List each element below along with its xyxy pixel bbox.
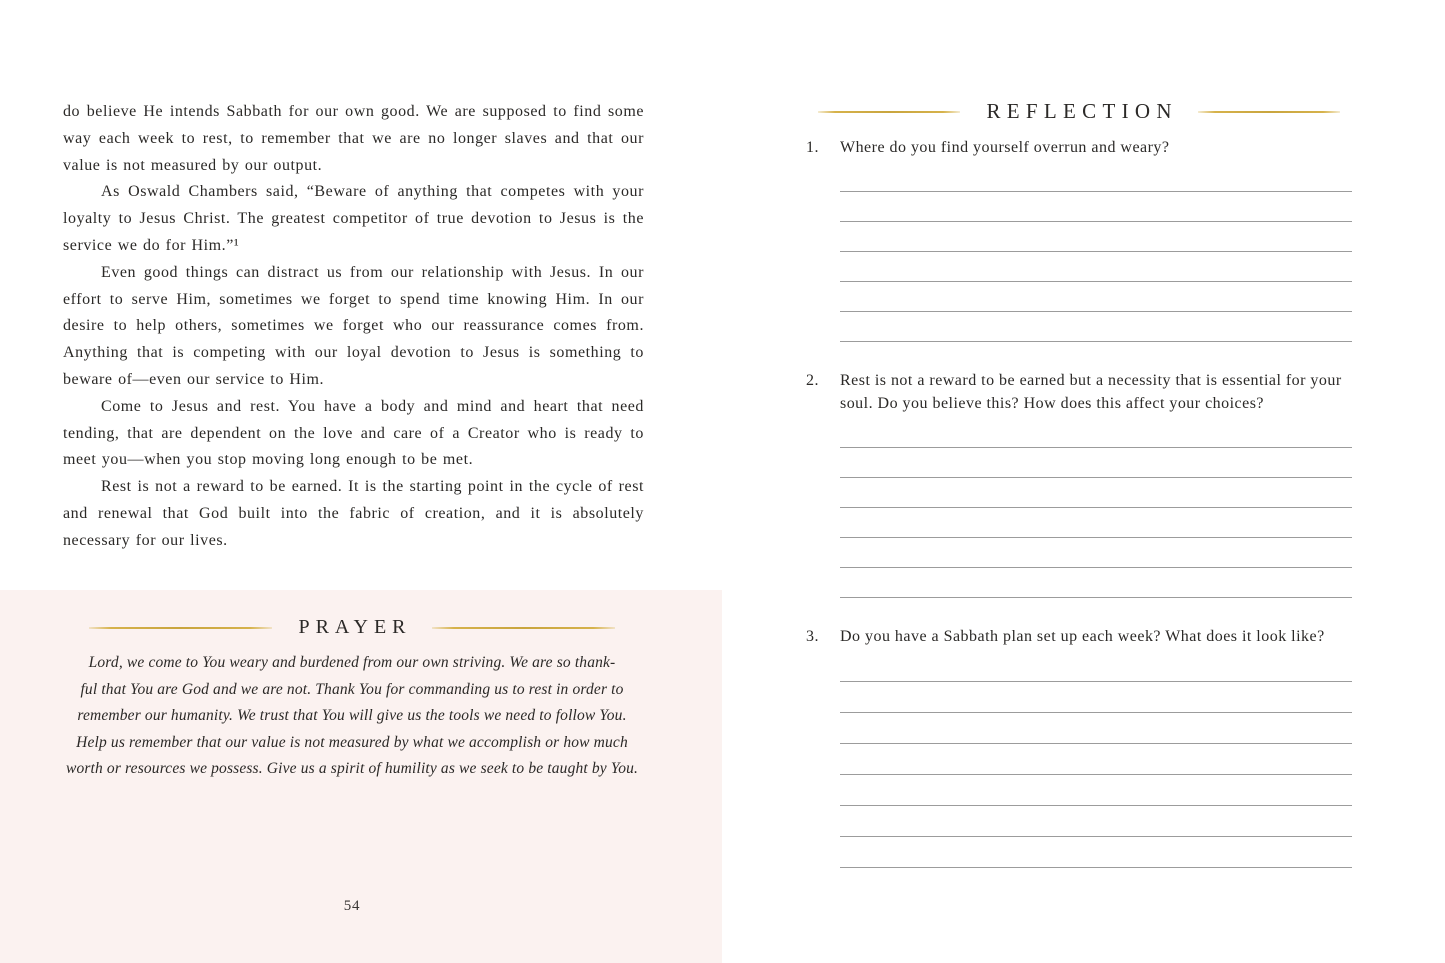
page-number: 54 [343, 898, 361, 914]
answer-rule-line [840, 744, 1352, 775]
answer-rule-line [840, 538, 1352, 568]
answer-rule-line [840, 192, 1352, 222]
question-text: Rest is not a reward to be earned but a necessity that is essential for your soul. Do you believe this? How does this affect your choices? [840, 372, 1342, 412]
gold-divider-left [818, 111, 960, 113]
gold-divider-right [1198, 111, 1340, 113]
answer-rule-line [840, 222, 1352, 252]
answer-lines [840, 418, 1352, 598]
prayer-line-5: worth or resources we possess. Give us a spirit of humility as we seek to be taught by You. [65, 760, 639, 778]
answer-rule-line [840, 252, 1352, 282]
answer-rule-line [840, 713, 1352, 744]
question-row [806, 136, 1352, 159]
prayer-line-2: ful that You are God and we are not. Thank You for commanding us to rest in order to [80, 680, 624, 698]
body-paragraph-3: Even good things can distract us from our relationship with Jesus. In our effort to serve Him, sometimes we forget to spend time knowing Him. In our desire to help others, sometimes we forget who our reassurance comes from. Anything that is competing with our loyal devotion to Jesus is something to beware of—even our service to Him. [63, 263, 644, 388]
answer-lines [840, 651, 1352, 868]
answer-rule-line [840, 312, 1352, 342]
reflection-question-2 [806, 369, 1352, 598]
question-row [806, 369, 1352, 415]
gold-divider-right [432, 627, 615, 629]
prayer-text [0, 650, 704, 783]
body-text [63, 99, 644, 555]
reflection-question-1 [806, 136, 1352, 342]
prayer-line-1: Lord, we come to You weary and burdened from our own striving. We are so thank- [88, 654, 616, 671]
answer-rule-line [840, 682, 1352, 713]
body-paragraph-5: Rest is not a reward to be earned. It is the starting point in the cycle of rest and renewal that God built into the fabric of creation, and it is absolutely necessary for our lives. [63, 478, 644, 549]
prayer-section [0, 590, 722, 963]
answer-rule-line [840, 418, 1352, 448]
question-number: 1. [806, 139, 819, 156]
body-paragraph-1: do believe He intends Sabbath for our own good. We are supposed to find some way each week to rest, to remember that we are no longer slaves and that our value is not measured by our output. [63, 103, 644, 174]
answer-rule-line [840, 448, 1352, 478]
answer-lines [840, 162, 1352, 342]
prayer-heading: PRAYER [298, 616, 412, 638]
question-number: 3. [806, 628, 819, 645]
question-text: Where do you find yourself overrun and weary? [840, 139, 1170, 156]
answer-rule-line [840, 478, 1352, 508]
reflection-heading-row [806, 99, 1352, 124]
prayer-heading-row [0, 616, 704, 639]
answer-rule-line [840, 806, 1352, 837]
prayer-line-3: remember our humanity. We trust that You will give us the tools we need to follow You. [77, 707, 627, 725]
answer-rule-line [840, 837, 1352, 868]
answer-rule-line [840, 282, 1352, 312]
reflection-questions [806, 136, 1352, 895]
answer-rule-line [840, 508, 1352, 538]
answer-rule-line [840, 568, 1352, 598]
answer-rule-line [840, 162, 1352, 192]
body-paragraph-2: As Oswald Chambers said, “Beware of anything that competes with your loyalty to Jesus Christ. The greatest competitor of true devotion to Jesus is the service we do for Him.”¹ [63, 183, 644, 254]
answer-rule-line [840, 775, 1352, 806]
question-text: Do you have a Sabbath plan set up each week? What does it look like? [840, 628, 1325, 645]
prayer-line-4: Help us remember that our value is not measured by what we accomplish or how much [76, 733, 628, 751]
question-row [806, 625, 1352, 648]
body-paragraph-4: Come to Jesus and rest. You have a body and mind and heart that need tending, that are dependent on the love and care of a Creator who is ready to meet you—when you stop moving long enough to be met. [63, 397, 644, 469]
reflection-question-3 [806, 625, 1352, 868]
question-number: 2. [806, 372, 819, 389]
answer-rule-line [840, 651, 1352, 682]
gold-divider-left [89, 627, 272, 629]
reflection-heading: REFLECTION [986, 99, 1178, 123]
